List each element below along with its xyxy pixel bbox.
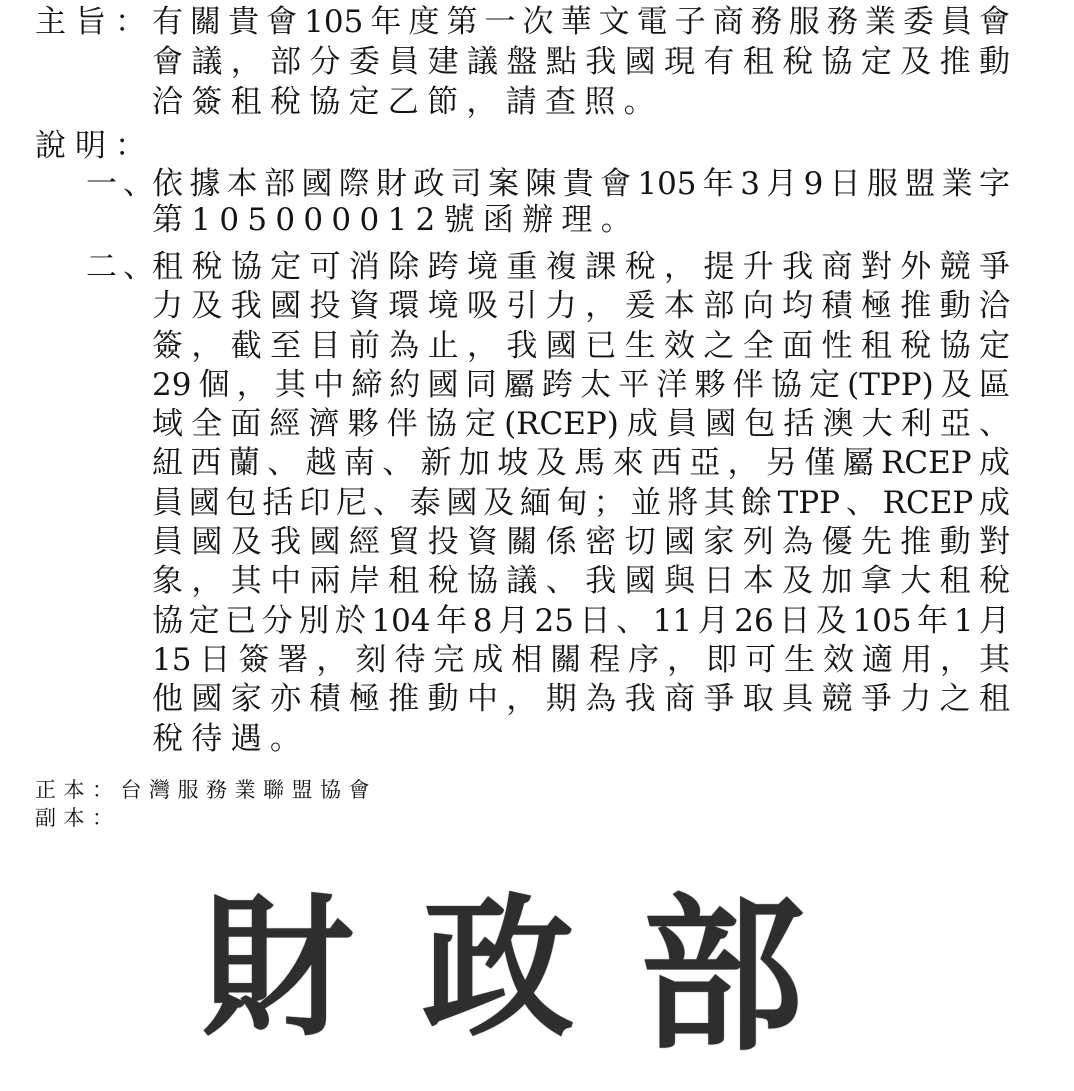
item-line: 簽，截至目前為止，我國已生效之全面性租稅協定 [152, 327, 1010, 364]
item-marker: 一、 [86, 166, 160, 202]
item-line: 象，其中兩岸租稅協議、我國與日本及加拿大租稅 [152, 563, 1010, 600]
item-line: 員國及我國經貿投資關係密切國家列為優先推動對 [152, 524, 1010, 561]
item-line: 稅待遇。 [152, 720, 310, 757]
item-line: 依據本部國際財政司案陳貴會105年3月9日服盟業字 [152, 166, 1010, 202]
subject-line: 有關貴會105年度第一次華文電子商務服務業委員會 [152, 4, 1010, 40]
distribution-list [35, 776, 377, 832]
original-recipient-row [35, 776, 377, 804]
item-line: 第105000012號函辦理。 [152, 202, 641, 238]
copy-recipient-row [35, 804, 377, 832]
seal-char: 財 [202, 878, 354, 1057]
copy-label: 副本： [35, 806, 121, 830]
item-line: 租稅協定可消除跨境重複課稅，提升我商對外競爭 [152, 249, 1010, 285]
item-marker: 二、 [86, 249, 160, 285]
item-line: 15日簽署，刻待完成相關程序，即可生效適用，其 [152, 641, 1010, 678]
item-line: 協定已分別於104年8月25日、11月26日及105年1月 [152, 602, 1010, 639]
subject-label: 主旨： [35, 4, 155, 40]
item-text [152, 166, 1010, 238]
item-line: 29個，其中締約國同屬跨太平洋夥伴協定(TPP)及區 [152, 366, 1010, 403]
seal-char: 政 [422, 878, 574, 1057]
item-line: 他國家亦積極推動中，期為我商爭取具競爭力之租 [152, 681, 1010, 718]
seal-char: 部 [640, 876, 805, 1074]
item-line: 員國包括印尼、泰國及緬甸；並將其餘TPP、RCEP成 [152, 484, 1010, 521]
original-label: 正本： [35, 778, 121, 802]
item-line: 域全面經濟夥伴協定(RCEP)成員國包括澳大利亞、 [152, 406, 1010, 443]
subject-line: 洽簽租稅協定乙節，請查照。 [152, 84, 663, 120]
item-line: 紐西蘭、越南、新加坡及馬來西亞，另僅屬RCEP成 [152, 445, 1010, 482]
item-line: 力及我國投資環境吸引力，爰本部向均積極推動洽 [152, 288, 1010, 325]
subject-text [152, 2, 1010, 122]
subject-line: 會議，部分委員建議盤點我國現有租稅協定及推動 [152, 44, 1010, 80]
original-recipient: 台灣服務業聯盟協會 [120, 778, 377, 802]
explanation-label: 說明： [35, 128, 155, 164]
item-text [152, 248, 1010, 759]
